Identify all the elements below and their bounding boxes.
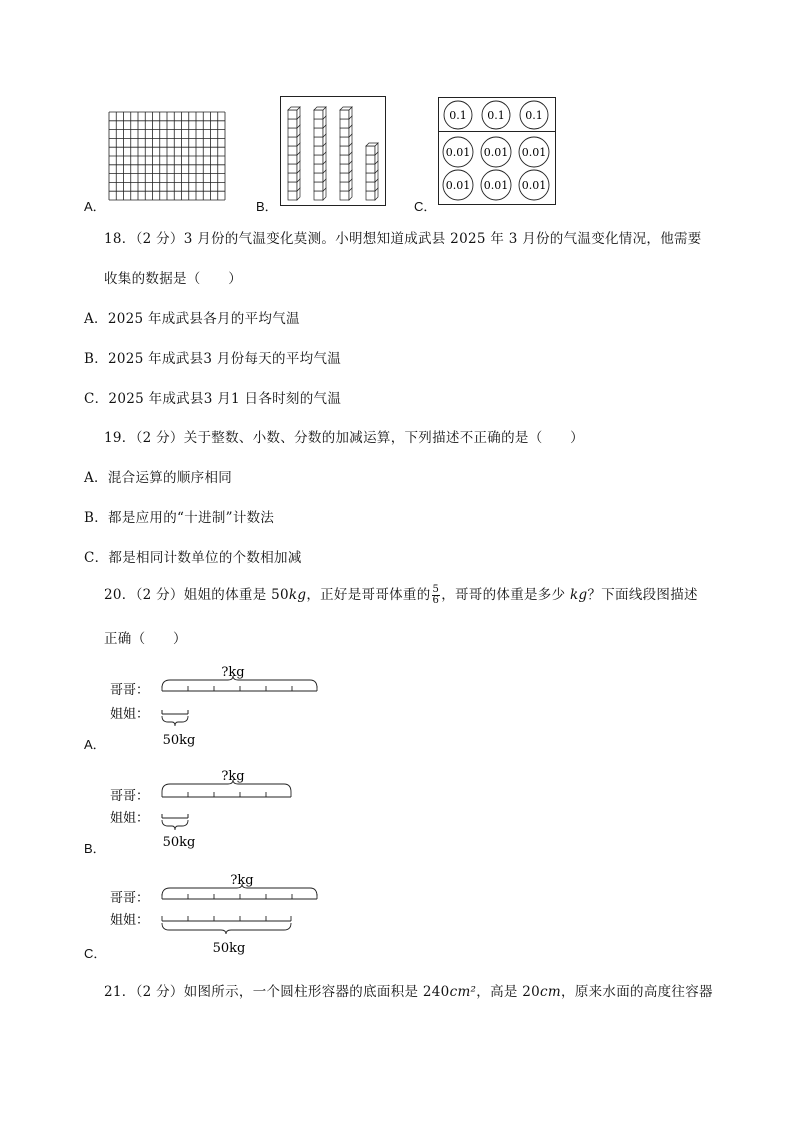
q18-stem-line2: 收集的数据是（ ） [104, 271, 242, 287]
label-sister: 姐姐： [110, 811, 150, 826]
q20-fraction [432, 585, 441, 606]
q17-option-c-label: C． [414, 199, 437, 214]
segment-ticks [162, 686, 317, 691]
q20-diagram-a [100, 658, 330, 750]
q20-option-b[interactable]: B． [84, 841, 106, 856]
brace-sister [162, 820, 188, 830]
label-sister-weight: 50kg [162, 733, 196, 748]
q20-stem-part2: ，正好是哥哥体重的 [306, 587, 431, 603]
counter-tenth: 0.1 [449, 109, 467, 122]
q21-stem-part2: ，高是 20 [476, 984, 541, 1000]
fraction-denominator: 6 [432, 595, 440, 606]
label-unknown-weight: ?kg [230, 873, 254, 888]
label-sister-weight: 50kg [212, 941, 246, 956]
q21-stem [104, 980, 713, 1000]
counter-hundredth: 0.01 [521, 146, 547, 159]
label-sister: 姐姐： [110, 707, 150, 722]
q20-unit: kg [570, 587, 588, 603]
label-brother: 哥哥： [110, 789, 150, 804]
counter-hundredth: 0.01 [483, 146, 509, 159]
label-unknown-weight: ?kg [221, 769, 245, 784]
q18-option-c[interactable]: C．2025 年成武县3 月1 日各时刻的气温 [84, 391, 342, 407]
q20-diagram-b [100, 762, 330, 854]
counter-hundredth: 0.01 [483, 179, 509, 192]
q17-option-b-label: B． [256, 199, 278, 214]
q21-area-unit: cm² [449, 984, 477, 1000]
q17-cube-columns [280, 96, 386, 206]
fraction-numerator: 5 [432, 584, 440, 595]
counter-tenth: 0.1 [525, 109, 543, 122]
q20-stem-line2: 正确（ ） [104, 631, 187, 647]
q21-stem-part3: ，原来水面的高度往容器 [561, 984, 713, 1000]
brace-sister [162, 923, 291, 934]
q19-option-b[interactable]: B．都是应用的“十进制”计数法 [84, 510, 275, 526]
q18-option-a[interactable]: A．2025 年成武县各月的平均气温 [84, 311, 300, 327]
q20-option-c[interactable]: C． [84, 946, 107, 961]
q20-stem-line1 [104, 582, 698, 608]
q20-stem-part4: ？下面线段图描述 [587, 587, 698, 603]
q20-option-a[interactable]: A． [84, 737, 106, 752]
label-sister-weight: 50kg [162, 835, 196, 850]
tenths-circles [444, 101, 548, 129]
counter-hundredth: 0.01 [521, 179, 547, 192]
q18-option-b[interactable]: B．2025 年成武县3 月份每天的平均气温 [84, 351, 342, 367]
q19-option-a[interactable]: A．混合运算的顺序相同 [84, 470, 233, 486]
label-sister: 姐姐： [110, 913, 150, 928]
q19-stem: 19．（2 分）关于整数、小数、分数的加减运算，下列描述不正确的是（ ） [104, 430, 584, 446]
segment-ticks [162, 792, 291, 797]
brace-sister [162, 716, 188, 726]
q17-decimal-counters [438, 97, 556, 205]
q20-stem-part1: 20．（2 分）姐姐的体重是 50 [104, 587, 289, 603]
q17-option-a-label: A． [84, 199, 106, 214]
q17-grid-100 [108, 111, 226, 201]
q19-option-c[interactable]: C．都是相同计数单位的个数相加减 [84, 550, 302, 566]
hundredths-circles [443, 137, 549, 200]
segment-ticks [162, 894, 317, 899]
label-unknown-weight: ?kg [221, 665, 245, 680]
segment-ticks-sister [162, 916, 291, 921]
label-brother: 哥哥： [110, 683, 150, 698]
counter-tenth: 0.1 [487, 109, 505, 122]
q21-stem-part1: 21．（2 分）如图所示，一个圆柱形容器的底面积是 240 [104, 984, 450, 1000]
q20-stem-part3: ，哥哥的体重是多少 [441, 587, 566, 603]
q18-stem-line1: 18．（2 分）3 月份的气温变化莫测。小明想知道成武县 2025 年 3 月份的气温变化情况，他需要 [104, 231, 702, 247]
q20-unit: kg [288, 587, 307, 603]
q20-diagram-c [100, 866, 330, 958]
counter-hundredth: 0.01 [445, 146, 471, 159]
label-brother: 哥哥： [110, 891, 150, 906]
q21-length-unit: cm [540, 984, 562, 1000]
counter-hundredth: 0.01 [445, 179, 471, 192]
